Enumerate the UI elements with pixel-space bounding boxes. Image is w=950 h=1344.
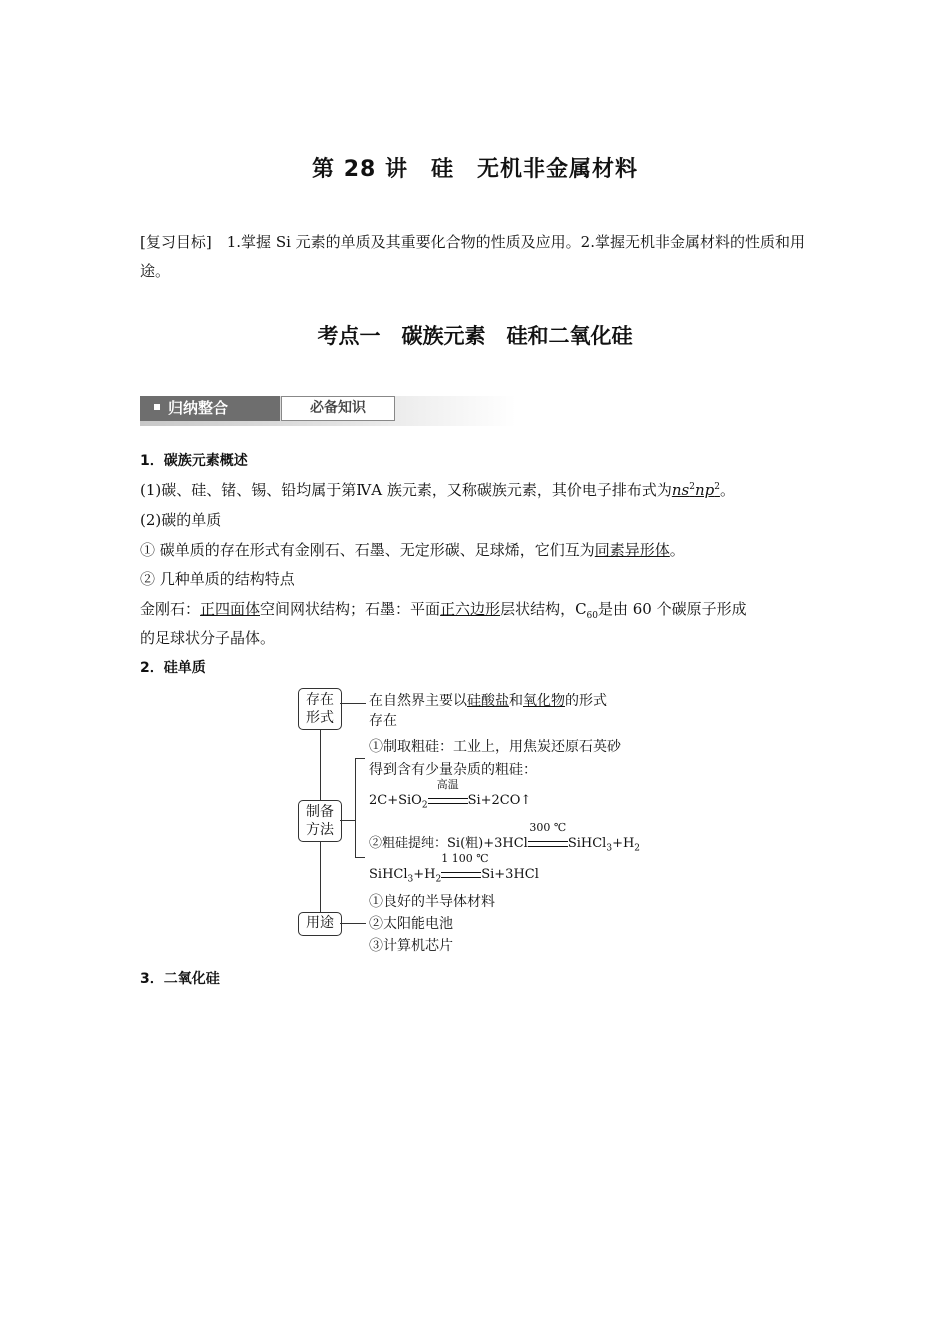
para-structure-b: 空间网状结构；石墨：平面	[260, 600, 441, 618]
answer-hexagon: 正六边形	[440, 600, 501, 618]
eq3-right: Si+3HCl	[481, 867, 539, 882]
bracket-preparation-top	[355, 758, 365, 759]
eq3-condition: 1 100 ℃	[441, 852, 489, 865]
para-structure	[140, 598, 820, 621]
answer-ns: ns	[671, 481, 690, 499]
heading-carbon-group: 1．碳族元素概述	[140, 453, 248, 469]
connector-preparation	[340, 820, 355, 821]
box-preparation	[298, 800, 342, 842]
connector-existence	[340, 703, 366, 704]
eq3-left-b: +H	[413, 867, 436, 882]
sup-np: 2	[714, 482, 720, 492]
answer-oxide: 氧化物	[523, 693, 565, 709]
banner-tag-summary-label: 归纳整合	[168, 399, 229, 417]
equation-crude-silicon	[369, 778, 532, 811]
para-structure-heading: ② 几种单质的结构特点	[140, 570, 295, 588]
para-structure-d: 是由 60 个碳原子形成	[598, 600, 747, 618]
para-allotropes-end: 。	[669, 541, 685, 559]
section-title: 考点一 碳族元素 硅和二氧化硅	[317, 324, 633, 348]
heading-silicon: 2．硅单质	[140, 660, 206, 676]
section-banner	[140, 396, 516, 426]
eq2-right-b: +H	[612, 836, 635, 851]
para-carbon-group	[140, 479, 820, 500]
answer-tetrahedron: 正四面体	[200, 600, 261, 618]
review-goal-label: [复习目标]	[140, 233, 212, 251]
eq2-sub2: 2	[634, 843, 641, 854]
eq2-bars	[528, 841, 568, 847]
answer-np: np	[694, 481, 715, 499]
banner-tag-knowledge: 必备知识	[281, 396, 395, 421]
existence-line1	[369, 690, 607, 710]
answer-allotrope: 同素异形体	[594, 541, 670, 559]
para-carbon-group-text: (1)碳、硅、锗、锡、铅均属于第ⅣA 族元素，又称碳族元素，其价电子排布式为	[140, 481, 672, 499]
bracket-preparation	[355, 758, 356, 858]
equation-purify	[369, 821, 641, 854]
existence-text-b: 和	[509, 693, 523, 709]
page-title: 第 28 讲 硅 无机非金属材料	[312, 157, 638, 182]
heading-silica: 3．二氧化硅	[140, 971, 220, 987]
existence-line2: 存在	[369, 713, 397, 729]
para-structure-c: 层状结构，C	[500, 600, 587, 618]
bracket-preparation-bottom	[355, 857, 365, 858]
box-preparation-label: 制备方法	[306, 804, 334, 838]
eq2-arrow	[528, 821, 568, 851]
eq1-sub: 2	[421, 800, 428, 811]
eq3-sub2: 2	[435, 874, 442, 885]
para-structure-end: 的足球状分子晶体。	[140, 629, 276, 647]
prep-line1: ①制取粗硅：工业上，用焦炭还原石英砂	[369, 739, 621, 755]
answer-electron-config	[672, 481, 720, 499]
eq3-sub1: 3	[407, 874, 414, 885]
box-existence	[298, 688, 342, 730]
eq2-left: ②粗硅提纯：Si(粗)+3HCl	[369, 836, 528, 851]
eq1-condition: 高温	[436, 778, 459, 791]
box-uses-label: 用途	[306, 915, 334, 931]
para-allotropes-text: ① 碳单质的存在形式有金刚石、石墨、无定形碳、足球烯，它们互为	[140, 541, 595, 559]
box-existence-label: 存在形式	[306, 692, 334, 726]
use-line2: ②太阳能电池	[369, 916, 453, 932]
square-bullet-icon	[154, 404, 160, 410]
para-carbon-elements: (2)碳的单质	[140, 511, 222, 529]
sub-60: 60	[586, 611, 598, 621]
eq1-arrow	[428, 778, 468, 808]
eq1-right: Si+2CO↑	[467, 793, 532, 808]
eq1-left: 2C+SiO	[369, 793, 422, 808]
eq3-bars	[441, 872, 481, 878]
eq2-condition: 300 ℃	[529, 821, 567, 834]
eq3-left-a: SiHCl	[369, 867, 408, 882]
sup-ns: 2	[689, 482, 695, 492]
eq2-right-a: SiHCl	[567, 836, 607, 851]
use-line3: ③计算机芯片	[369, 938, 453, 954]
equation-reduce	[369, 852, 539, 885]
eq3-arrow	[441, 852, 489, 882]
review-goal	[140, 228, 812, 286]
review-goal-text: 1.掌握 Si 元素的单质及其重要化合物的性质及应用。2.掌握无机非金属材料的性质和用途。	[140, 233, 805, 280]
existence-text-c: 的形式	[565, 693, 607, 709]
banner-tag-summary	[140, 396, 280, 421]
para-carbon-group-end: 。	[719, 481, 735, 499]
para-structure-a: 金刚石：	[140, 600, 201, 618]
box-uses	[298, 912, 342, 936]
connector-uses	[340, 923, 366, 924]
answer-silicate: 硅酸盐	[467, 693, 509, 709]
existence-text-a: 在自然界主要以	[369, 693, 467, 709]
para-allotropes	[140, 539, 820, 560]
prep-line2: 得到含有少量杂质的粗硅：	[369, 762, 537, 778]
eq1-bars	[428, 798, 468, 804]
eq2-sub1: 3	[606, 843, 613, 854]
silicon-diagram	[290, 684, 670, 964]
use-line1: ①良好的半导体材料	[369, 894, 495, 910]
